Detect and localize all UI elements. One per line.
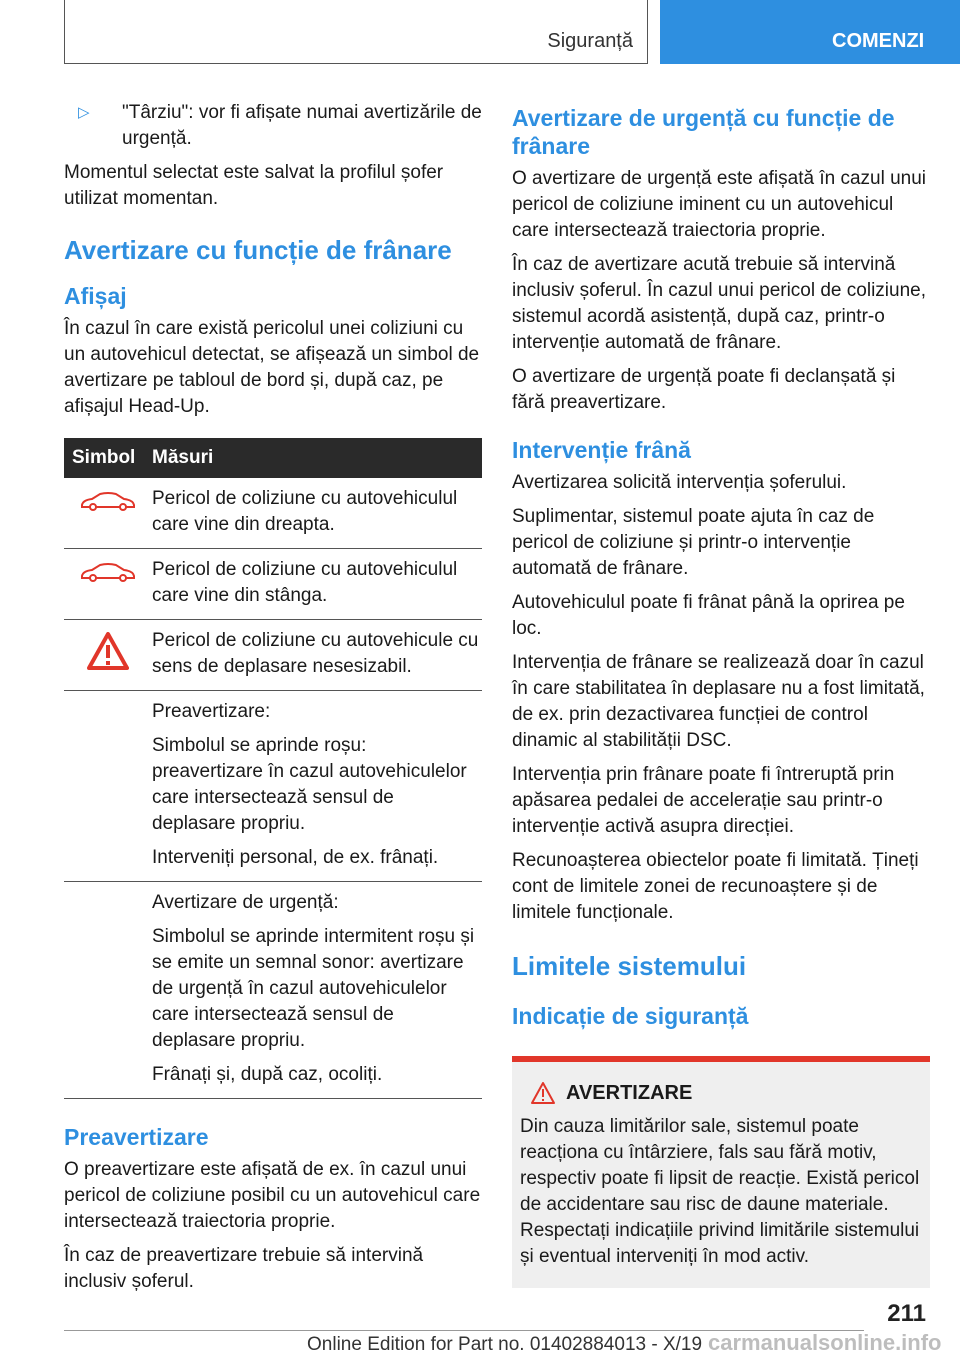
heading-brake-warning: Avertizare cu funcție de frânare [64,235,452,265]
table-row [64,691,482,882]
table-header [64,438,482,478]
row-text: Interveniți personal, de ex. frânați. [152,847,439,868]
row-text: Pericol de coliziune cu autovehicule cu sens de deplasare nesesizabil. [152,630,479,677]
warning-triangle-icon [520,1081,566,1105]
table-row [64,478,482,549]
warning-title: AVERTIZARE [566,1082,693,1104]
prewarning-paragraph-2: În caz de preavertizare trebuie să intervină inclusiv șoferul. [64,1245,424,1292]
page-number: 211 [887,1300,926,1327]
intervention-paragraph-2: Suplimentar, sistemul poate ajuta în caz de pericol de coliziune și printr-o intervenție automată de frânare. [512,506,875,579]
table-header-symbol: Simbol [72,447,136,468]
emergency-paragraph-3: O avertizare de urgență poate fi declanșată și fără preavertizare. [512,366,896,413]
table-row [64,549,482,620]
warning-box [512,1056,930,1288]
prewarning-paragraph-1: O preavertizare este afișată de ex. în cazul unui pericol de coliziune posibil cu un autovehicul care intersectează traiectoria proprie. [64,1159,481,1232]
emergency-paragraph-1: O avertizare de urgență este afișată în cazul unui pericol de coliziune iminent cu un autovehicul care intersectează traiectoria proprie. [512,168,927,241]
emergency-paragraph-2: În caz de avertizare acută trebuie să intervină inclusiv șoferul. În cazul unui pericol de coliziune, sistemul acordă asistență, după caz, printr-o intervenție automată de frânare. [512,254,926,353]
watermark: carmanualsonline.info [708,1330,942,1355]
profile-paragraph: Momentul selectat este salvat la profilul șofer utilizat momentan. [64,162,444,209]
row-text: Preavertizare: [152,701,271,722]
row-text: Simbolul se aprinde roșu: preavertizare în cazul autovehiculelor care intersectează sensul de deplasare propriu. [152,735,467,834]
left-column [64,100,482,1303]
table-header-measures: Măsuri [152,447,214,468]
row-text: Pericol de coliziune cu autovehiculul care vine din dreapta. [152,488,458,535]
bullet-item [64,100,482,152]
heading-safety-note: Indicație de siguranță [512,1003,749,1029]
warning-header [520,1080,922,1106]
heading-system-limits: Limitele sistemului [512,951,747,981]
car-right-icon [64,486,152,538]
row-text: Frânați și, după caz, ocoliți. [152,1064,383,1085]
symbol-table [64,438,482,1099]
triangle-bullet-icon: ▷ [78,104,90,121]
heading-emergency-warning: Avertizare de urgență cu funcție de frânare [512,105,895,159]
header-chapter-label: COMENZI [832,30,925,52]
warning-triangle-icon [64,628,152,680]
car-left-icon [64,557,152,609]
bullet-text: "Târziu": vor fi afișate numai avertizările de urgență. [122,102,482,149]
row-text: Simbolul se aprinde intermitent roșu și se emite un semnal sonor: avertizare de urgență în cazul autovehiculelor care intersectează sensul de deplasare propriu. [152,926,475,1051]
intervention-paragraph-6: Recunoașterea obiectelor poate fi limitată. Țineți cont de limitele zonei de recunoaștere și de limitele funcționale. [512,850,919,923]
header-section-tab [64,0,648,64]
heading-brake-intervention: Intervenție frână [512,437,691,463]
intervention-paragraph-5: Intervenția prin frânare poate fi întreruptă prin apăsarea pedalei de accelerație sau printr-o intervenție activă asupra direcției. [512,764,895,837]
right-column [512,100,930,1288]
row-text: Avertizare de urgență: [152,892,339,913]
heading-prewarning: Preavertizare [64,1124,209,1150]
intervention-paragraph-3: Autovehiculul poate fi frânat până la oprirea pe loc. [512,592,905,639]
header-chapter-tab[interactable] [660,0,960,64]
intervention-paragraph-4: Intervenția de frânare se realizează doar în cazul în care stabilitatea în deplasare nu a fost limitată, de ex. prin dezactivarea funcției de control dinamic al stabilității DSC. [512,652,925,751]
table-row [64,882,482,1099]
intervention-paragraph-1: Avertizarea solicită intervenția șoferului. [512,472,847,493]
table-row [64,620,482,691]
footer-edition: Online Edition for Part no. 01402884013 - X/19 [307,1334,703,1355]
row-text: Pericol de coliziune cu autovehiculul care vine din stânga. [152,559,458,606]
heading-display: Afișaj [64,283,127,309]
warning-text: Din cauza limitărilor sale, sistemul poate reacționa cu întârziere, fals sau fără motiv, respectiv poate fi lipsit de reacție. Există pericol de accidentare sau risc de daune materiale. Respectați indicațiile privind limitările sistemului și eventual interveniți în mod activ. [520,1116,920,1267]
header-section-label: Siguranță [547,30,633,52]
display-paragraph: În cazul în care există pericolul unei coliziuni cu un autovehicul detectat, se afișează un simbol de avertizare pe tabloul de bord și, după caz, pe afișajul Head-Up. [64,318,480,417]
